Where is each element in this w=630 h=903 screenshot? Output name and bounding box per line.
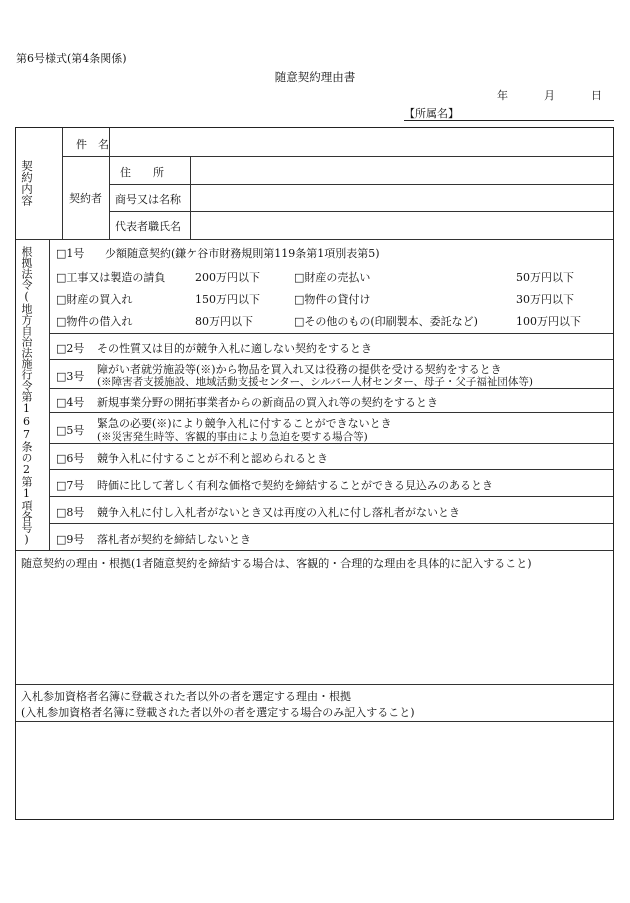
item-6-text: 競争入札に付することが不利と認められるとき <box>97 452 328 465</box>
item-8-number: □8号 <box>56 506 85 519</box>
item-1-text: 少額随意契約(鎌ケ谷市財務規則第119条第1項別表第5) <box>105 247 380 260</box>
registry-reason-label: 入札参加資格者名簿に登載された者以外の者を選定する理由・根拠 <box>21 690 351 703</box>
divider <box>16 721 613 722</box>
item-1-number: □1号 <box>56 247 85 260</box>
construction-contract: □工事又は製造の請負 <box>56 271 166 284</box>
goods-lease-out-limit: 30万円以下 <box>516 293 574 306</box>
divider <box>62 128 63 239</box>
item-7-text: 時価に比して著しく有利な価格で契約を締結することができる見込みのあるとき <box>97 479 493 492</box>
document-title: 随意契約理由書 <box>274 70 356 84</box>
item-9-number: □9号 <box>56 533 85 546</box>
item-name-label: 件 名 <box>76 138 109 151</box>
divider <box>49 469 613 470</box>
address-label: 住 所 <box>120 166 164 179</box>
item-9-text: 落札者が契約を締結しないとき <box>97 533 251 546</box>
property-purchase: □財産の買入れ <box>56 293 133 306</box>
contractor-label: 契約者 <box>69 192 102 205</box>
item-3-note: (※障害者支援施設、地域活動支援センター、シルバー人材センター、母子・父子福祉団体等) <box>97 376 534 388</box>
construction-limit: 200万円以下 <box>195 271 260 284</box>
reason-label: 随意契約の理由・根拠(1者随意契約を締結する場合は、客観的・合理的な理由を具体的に記入すること) <box>21 557 532 570</box>
divider <box>49 496 613 497</box>
item-4-number: □4号 <box>56 396 85 409</box>
divider <box>49 412 613 413</box>
registry-reason-note: (入札参加資格者名簿に登載された者以外の者を選定する場合のみ記入すること) <box>21 706 415 719</box>
divider <box>49 388 613 389</box>
divider <box>49 523 613 524</box>
divider <box>190 156 191 239</box>
item-4-text: 新規事業分野の開拓事業者からの新商品の買入れ等の契約をするとき <box>97 396 438 409</box>
item-5-number: □5号 <box>56 424 85 437</box>
divider <box>16 684 613 685</box>
company-name-label: 商号又は名称 <box>115 193 181 206</box>
other-items-limit: 100万円以下 <box>516 315 581 328</box>
divider <box>109 184 613 185</box>
item-5-note: (※災害発生時等、客観的事由により急迫を要する場合等) <box>97 431 368 443</box>
item-5-text: 緊急の必要(※)により競争入札に付することができないとき <box>97 417 392 430</box>
item-6-number: □6号 <box>56 452 85 465</box>
divider <box>16 550 613 551</box>
date-day: 日 <box>591 89 602 102</box>
representative-label: 代表者職氏名 <box>115 220 181 233</box>
item-3-number: □3号 <box>56 370 85 383</box>
form-number: 第6号様式(第4条関係) <box>16 52 127 65</box>
item-2-text: その性質又は目的が競争入札に適しない契約をするとき <box>97 342 372 355</box>
divider <box>16 239 613 240</box>
date-month: 月 <box>544 89 555 102</box>
divider <box>49 359 613 360</box>
contract-section-label: 契約内容 <box>20 160 34 206</box>
divider <box>49 239 50 550</box>
goods-lease-in: □物件の借入れ <box>56 315 133 328</box>
department-label: 【所属名】 <box>404 107 459 120</box>
goods-lease-in-limit: 80万円以下 <box>195 315 253 328</box>
contract-form <box>15 127 614 820</box>
divider <box>109 211 613 212</box>
legal-basis-label: 根拠法令(地方自治法施行令第167条の2第1項各号) <box>20 246 33 546</box>
property-sale: □財産の売払い <box>294 271 371 284</box>
item-3-text: 障がい者就労施設等(※)から物品を買入れ又は役務の提供を受ける契約をするとき <box>97 363 502 376</box>
item-7-number: □7号 <box>56 479 85 492</box>
property-purchase-limit: 150万円以下 <box>195 293 260 306</box>
other-items: □その他のもの(印刷製本、委託など) <box>294 315 478 328</box>
department-underline <box>404 120 614 121</box>
date-year: 年 <box>497 89 508 102</box>
divider <box>49 333 613 334</box>
item-2-number: □2号 <box>56 342 85 355</box>
goods-lease-out: □物件の貸付け <box>294 293 371 306</box>
item-8-text: 競争入札に付し入札者がないとき又は再度の入札に付し落札者がないとき <box>97 506 460 519</box>
divider <box>62 156 613 157</box>
property-sale-limit: 50万円以下 <box>516 271 574 284</box>
divider <box>49 443 613 444</box>
